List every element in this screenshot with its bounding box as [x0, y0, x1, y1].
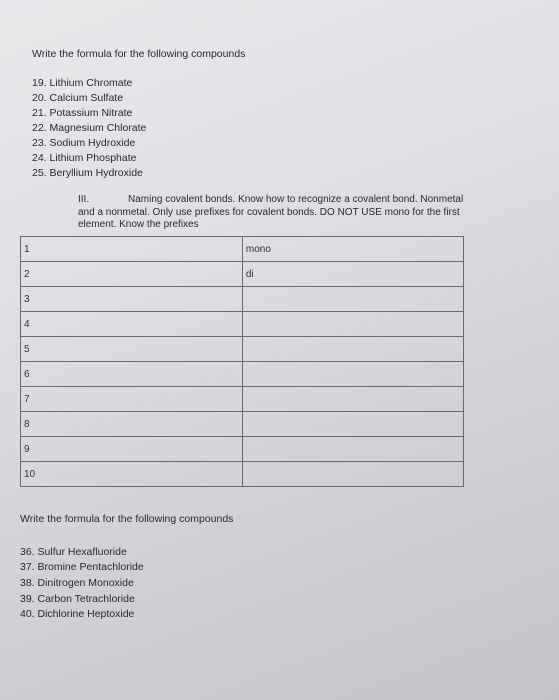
number-cell: 10: [21, 462, 243, 487]
table-row: [21, 462, 464, 487]
compound-item: 40. Dichlorine Heptoxide: [20, 608, 135, 620]
number-cell: 9: [21, 437, 243, 462]
prefix-cell: [242, 387, 463, 412]
prefix-cell: mono: [242, 237, 463, 262]
prefix-cell: [242, 362, 463, 387]
prefix-cell: [242, 337, 463, 362]
number-cell: 6: [21, 362, 243, 387]
number-cell: 4: [21, 312, 243, 337]
covalent-instructions: [78, 194, 548, 232]
prefix-cell: di: [242, 262, 463, 287]
number-cell: 3: [21, 287, 243, 312]
instruction-line: and a nonmetal. Only use prefixes for covalent bonds. DO NOT USE mono for the first: [78, 206, 460, 218]
instruction-line: element. Know the prefixes: [78, 219, 199, 230]
compound-item: 23. Sodium Hydroxide: [32, 137, 136, 149]
table-row: [21, 437, 464, 462]
table-row: [21, 387, 464, 412]
section3-heading: Write the formula for the following compounds: [20, 513, 234, 525]
prefix-cell: [242, 437, 463, 462]
prefix-cell: [242, 287, 463, 312]
table-row: [21, 412, 464, 437]
prefix-cell: [242, 412, 463, 437]
table-row: [21, 262, 464, 287]
compound-item: 19. Lithium Chromate: [32, 77, 133, 89]
instruction-line: Naming covalent bonds. Know how to recognize a covalent bond. Nonmetal: [128, 194, 464, 205]
table-row: [21, 312, 464, 337]
compound-item: 39. Carbon Tetrachloride: [20, 593, 135, 605]
number-cell: 1: [21, 237, 243, 262]
compound-item: 20. Calcium Sulfate: [32, 92, 124, 104]
prefix-table: [20, 236, 464, 487]
compound-item: 22. Magnesium Chlorate: [32, 122, 147, 134]
compound-item: 37. Bromine Pentachloride: [20, 561, 144, 573]
compound-item: 24. Lithium Phosphate: [32, 152, 137, 164]
section-numeral: III.: [78, 194, 90, 205]
compound-item: 36. Sulfur Hexafluoride: [20, 546, 127, 558]
table-row: [21, 362, 464, 387]
table-row: [21, 237, 464, 262]
compound-item: 25. Beryllium Hydroxide: [32, 167, 143, 179]
number-cell: 2: [21, 262, 243, 287]
table-row: [21, 287, 464, 312]
number-cell: 8: [21, 412, 243, 437]
number-cell: 7: [21, 387, 243, 412]
section1-heading: Write the formula for the following compounds: [32, 48, 246, 60]
number-cell: 5: [21, 337, 243, 362]
prefix-cell: [242, 462, 463, 487]
prefix-cell: [242, 312, 463, 337]
table-row: [21, 337, 464, 362]
compound-item: 21. Potassium Nitrate: [32, 107, 133, 119]
compound-item: 38. Dinitrogen Monoxide: [20, 577, 134, 589]
